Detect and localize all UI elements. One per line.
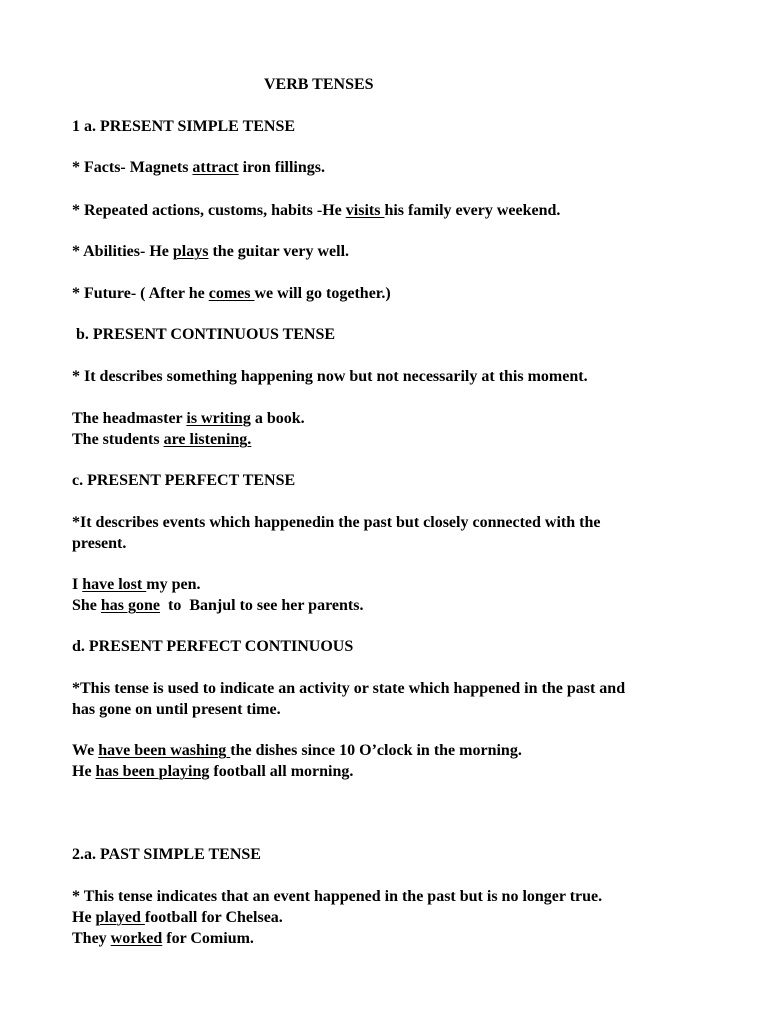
underlined-verb: has been playing [95,763,210,780]
underlined-verb: visits [345,202,385,219]
example-gone-banjul: She has gone to Banjul to see her parents. [72,597,364,614]
underlined-verb: attract [192,159,239,176]
underlined-verb: plays [172,243,209,260]
section-heading-past-simple: 2.a. PAST SIMPLE TENSE [72,846,261,863]
example-chelsea: He played football for Chelsea. [72,909,283,926]
example-comium: They worked for Comium. [72,930,254,947]
underlined-verb: worked [110,930,163,947]
section-heading-present-continuous: b. PRESENT CONTINUOUS TENSE [72,326,336,343]
example-headmaster: The headmaster is writing a book. [72,410,305,427]
description-present-perfect-line-1: *It describes events which happenedin the past but closely connected with the [72,514,601,531]
example-playing-football: He has been playing football all morning. [72,763,354,780]
document-title: VERB TENSES [264,76,374,93]
section-heading-present-perfect-continuous: d. PRESENT PERFECT CONTINUOUS [72,638,354,655]
example-repeated-actions: * Repeated actions, customs, habits -He visits his family every weekend. [72,202,561,219]
section-heading-present-perfect: c. PRESENT PERFECT TENSE [72,472,296,489]
underlined-verb: is writing [186,410,251,427]
section-heading-present-simple: 1 a. PRESENT SIMPLE TENSE [72,118,296,135]
example-abilities: * Abilities- He plays the guitar very well. [72,243,350,260]
example-facts: * Facts- Magnets attract iron fillings. [72,159,325,176]
description-present-perfect-continuous-line-1: *This tense is used to indicate an activity or state which happened in the past and [72,680,626,697]
underlined-verb: has gone [100,597,161,614]
example-lost-pen: I have lost my pen. [72,576,201,593]
example-future: * Future- ( After he comes we will go together.) [72,285,391,302]
description-present-perfect-continuous-line-2: has gone on until present time. [72,701,281,718]
underlined-verb: have lost [82,576,147,593]
underlined-verb: comes [208,285,255,302]
underlined-verb: played [95,909,145,926]
description-past-simple: * This tense indicates that an event happened in the past but is no longer true. [72,888,603,905]
description-present-continuous: * It describes something happening now but not necessarily at this moment. [72,368,588,385]
example-students: The students are listening. [72,431,252,448]
description-present-perfect-line-2: present. [72,535,127,552]
underlined-verb: have been washing [98,742,231,759]
underlined-verb: are listening. [163,431,252,448]
example-washing-dishes: We have been washing the dishes since 10 O’clock in the morning. [72,742,522,759]
